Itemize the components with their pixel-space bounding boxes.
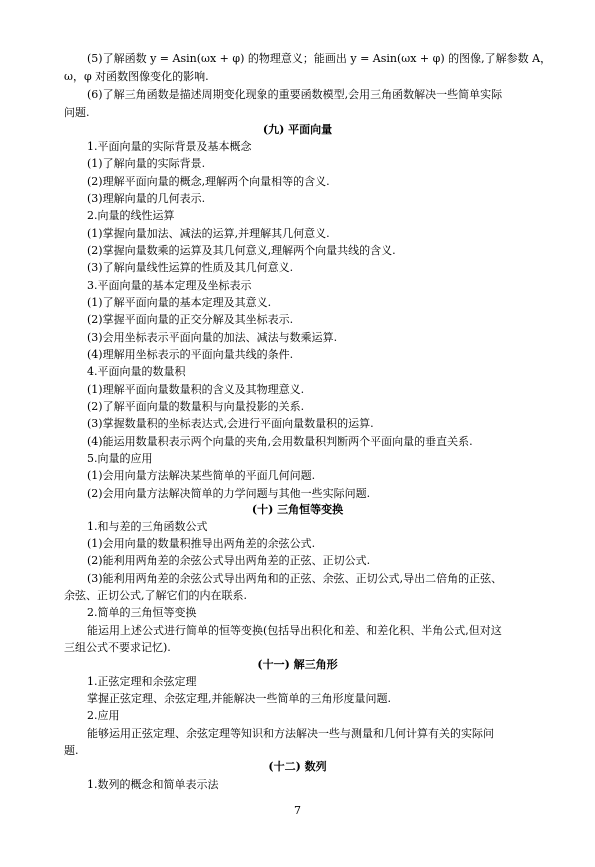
text-line: (1)了解平面向量的基本定理及其意义. — [87, 296, 272, 309]
text-line: 能运用上述公式进行简单的恒等变换(包括导出积化和差、和差化积、半角公式,但对这 — [87, 624, 502, 637]
text-line: (2)掌握平面向量的正交分解及其坐标表示. — [87, 313, 294, 326]
section-heading: (九) 平面向量 — [262, 123, 333, 136]
text-line: (4)理解用坐标表示的平面向量共线的条件. — [87, 348, 294, 361]
text-line: (2)理解平面向量的概念,理解两个向量相等的含义. — [87, 175, 330, 188]
text-line: (1)会用向量的数量积推导出两角差的余弦公式. — [87, 537, 316, 550]
text-line: (3)能利用两角差的余弦公式导出两角和的正弦、余弦、正切公式,导出二倍角的正弦、 — [87, 572, 503, 585]
text-line: (1)理解平面向量数量积的含义及其物理意义. — [87, 383, 305, 396]
page-number: 7 — [294, 804, 301, 817]
text-line: (4)能运用数量积表示两个向量的夹角,会用数量积判断两个平面向量的垂直关系. — [87, 435, 473, 448]
section-heading: (十一) 解三角形 — [257, 658, 338, 671]
text-line: (1)会用向量方法解决某些简单的平面几何问题. — [87, 469, 316, 482]
text-line: (1)掌握向量加法、减法的运算,并理解其几何意义. — [87, 227, 330, 240]
text-line: 1.正弦定理和余弦定理 — [87, 675, 197, 688]
text-line: 2.应用 — [87, 709, 120, 722]
text-line: 题. — [64, 744, 79, 757]
section-heading: (十) 三角恒等变换 — [251, 503, 344, 516]
text-line: (2)了解平面向量的数量积与向量投影的关系. — [87, 400, 305, 413]
text-line: (5)了解函数 y = Asin(ωx + φ) 的物理意义；能画出 y = Asin(ωx + φ) 的图像,了解参数 A， — [87, 52, 552, 65]
text-line: (2)掌握向量数乘的运算及其几何意义,理解两个向量共线的含义. — [87, 244, 396, 257]
text-line: 1.平面向量的实际背景及基本概念 — [87, 140, 252, 153]
text-line: 2.简单的三角恒等变换 — [87, 606, 197, 619]
text-line: (3)理解向量的几何表示. — [87, 192, 206, 205]
text-line: (2)会用向量方法解决简单的力学问题与其他一些实际问题. — [87, 487, 371, 500]
text-line: 问题. — [64, 106, 90, 119]
text-line: (3)掌握数量积的坐标表达式,会进行平面向量数量积的运算. — [87, 417, 374, 430]
section-heading: (十二) 数列 — [268, 760, 327, 773]
text-line: ω，φ 对函数图像变化的影响. — [64, 70, 209, 83]
text-line: 3.平面向量的基本定理及坐标表示 — [87, 279, 252, 292]
text-line: (3)了解向量线性运算的性质及其几何意义. — [87, 261, 294, 274]
text-line: (2)能利用两角差的余弦公式导出两角差的正弦、正切公式. — [87, 554, 371, 567]
text-line: 能够运用正弦定理、余弦定理等知识和方法解决一些与测量和几何计算有关的实际问 — [87, 727, 494, 740]
text-line: 余弦、正切公式,了解它们的内在联系. — [64, 589, 247, 602]
text-line: (6)了解三角函数是描述周期变化现象的重要函数模型,会用三角函数解决一些简单实际 — [87, 88, 503, 101]
text-line: 4.平面向量的数量积 — [87, 365, 186, 378]
text-line: (1)了解向量的实际背景. — [87, 157, 206, 170]
text-line: 2.向量的线性运算 — [87, 209, 175, 222]
text-line: 1.数列的概念和简单表示法 — [87, 778, 219, 791]
text-line: 三组公式不要求记忆). — [64, 641, 171, 654]
text-line: 掌握正弦定理、余弦定理,并能解决一些简单的三角形度量问题. — [87, 692, 391, 705]
text-line: (3)会用坐标表示平面向量的加法、减法与数乘运算. — [87, 331, 338, 344]
text-line: 1.和与差的三角函数公式 — [87, 520, 208, 533]
text-line: 5.向量的应用 — [87, 452, 153, 465]
